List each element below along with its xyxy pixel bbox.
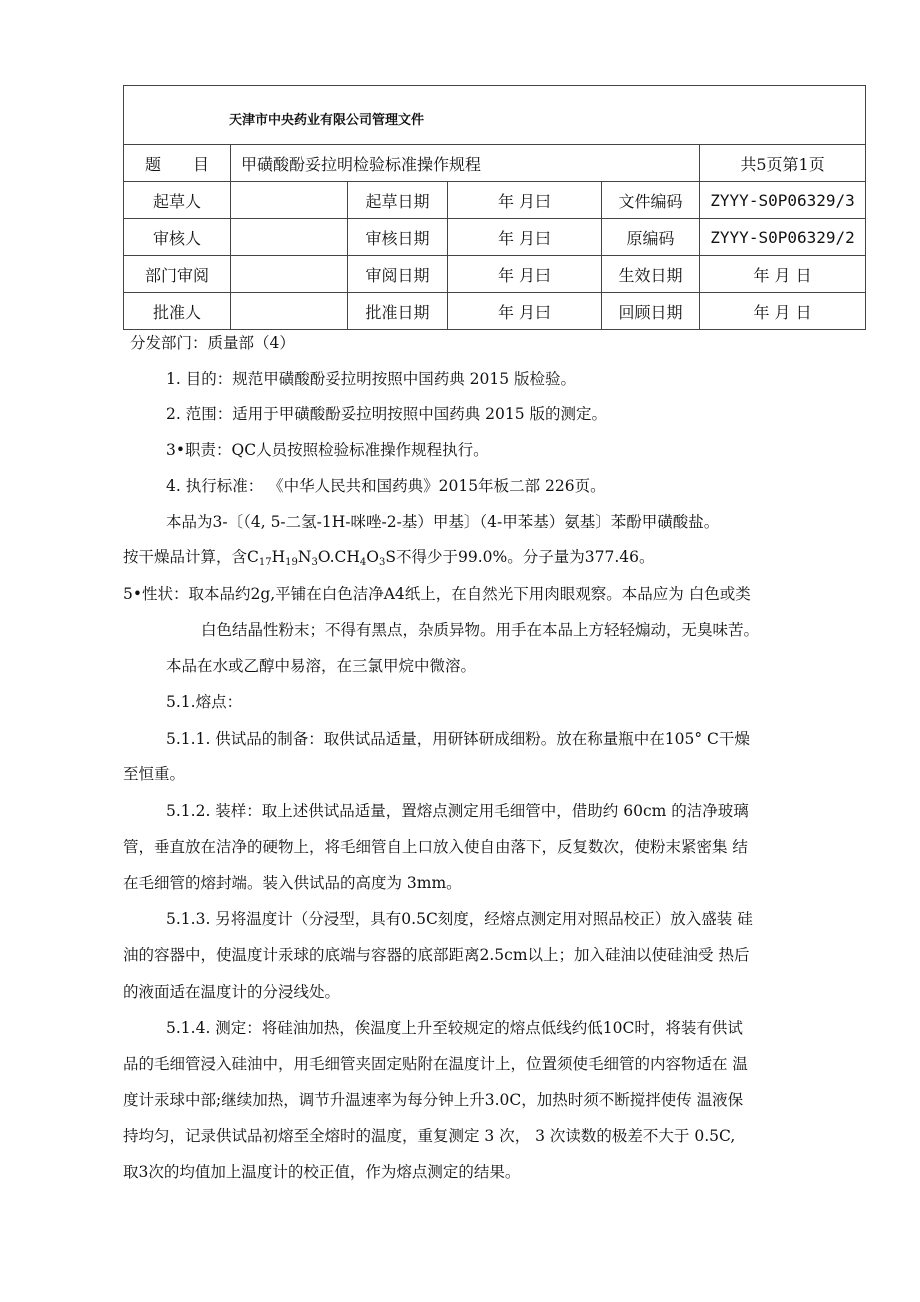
subject-label: 题 目 bbox=[124, 145, 231, 182]
code-value: ZYYY-S0P06329/2 bbox=[700, 219, 866, 256]
code-label: 生效日期 bbox=[602, 256, 700, 293]
date-value: 年 月曰 bbox=[448, 219, 602, 256]
date-value: 年 月曰 bbox=[448, 293, 602, 330]
section-appearance: 5•性状：取本品约2g,平铺在白色洁净A4纸上，在自然光下用肉眼观察。本品应为 白色或类 bbox=[123, 585, 751, 603]
section-melting-point: 5.1.熔点： bbox=[166, 693, 243, 711]
step-513: 5.1.3. 另将温度计（分浸型，具有0.5C刻度，经熔点测定用对照品校正）放入盛装 硅 bbox=[166, 910, 753, 928]
step-513-cont: 的液面适在温度计的分浸线处。 bbox=[123, 983, 341, 1001]
section-standard: 4. 执行标准： 《中华人民共和国药典》2015年板二部 226页。 bbox=[166, 477, 606, 495]
date-label: 批准日期 bbox=[348, 293, 448, 330]
role-label: 部门审阅 bbox=[124, 256, 231, 293]
step-511-cont: 至恒重。 bbox=[123, 765, 186, 783]
table-row bbox=[124, 182, 866, 219]
section-scope: 2. 范围：适用于甲磺酸酚妥拉明按照中国药典 2015 版的测定。 bbox=[166, 405, 608, 423]
date-label: 审阅日期 bbox=[348, 256, 448, 293]
code-label: 文件编码 bbox=[602, 182, 700, 219]
step-514-cont: 取3次的均值加上温度计的校正值，作为熔点测定的结果。 bbox=[123, 1163, 521, 1181]
section-appearance-cont: 白色结晶性粉末；不得有黑点，杂质异物。用手在本品上方轻轻煽动，无臭味苦。 bbox=[201, 621, 760, 639]
solubility-text: 本品在水或乙醇中易溶，在三氯甲烷中微溶。 bbox=[166, 657, 477, 675]
date-value: 年 月曰 bbox=[448, 182, 602, 219]
code-value: 年 月 日 bbox=[700, 256, 866, 293]
table-row bbox=[124, 219, 866, 256]
signature-cell bbox=[231, 182, 348, 219]
code-value: ZYYY-S0P06329/3 bbox=[700, 182, 866, 219]
section-responsibility: 3•职责：QC人员按照检验标准操作规程执行。 bbox=[166, 441, 489, 459]
section-purpose: 1. 目的：规范甲磺酸酚妥拉明按照中国药典 2015 版检验。 bbox=[166, 370, 577, 388]
table-row bbox=[124, 256, 866, 293]
date-label: 起草日期 bbox=[348, 182, 448, 219]
organization-title: 天津市中央药业有限公司管理文件 bbox=[229, 112, 425, 128]
header-title-cell bbox=[124, 86, 866, 145]
code-label: 回顾日期 bbox=[602, 293, 700, 330]
code-label: 原编码 bbox=[602, 219, 700, 256]
document-header-table bbox=[123, 85, 866, 330]
role-label: 审核人 bbox=[124, 219, 231, 256]
role-label: 起草人 bbox=[124, 182, 231, 219]
step-514-cont: 持均匀，记录供试品初熔至全熔时的温度，重复测定 3 次， 3 次读数的极差不大于 0.5C, bbox=[123, 1127, 736, 1145]
signature-cell bbox=[231, 219, 348, 256]
role-label: 批准人 bbox=[124, 293, 231, 330]
product-description: 本品为3-〔（4, 5-二氢-1H-咪唑-2-基）甲基〕（4-甲苯基）氨基〕苯酚甲磺酸盐。 bbox=[166, 513, 720, 531]
step-511: 5.1.1. 供试品的制备：取供试品适量，用研钵研成细粉。放在称量瓶中在105° C干燥 bbox=[166, 730, 750, 748]
step-513-cont: 油的容器中，使温度计汞球的底端与容器的底部距离2.5cm以上；加入硅油以使硅油受 热后 bbox=[123, 946, 750, 964]
step-512-cont: 管，垂直放在洁净的硬物上，将毛细管自上口放入使自由落下，反复数次，使粉末紧密集 结 bbox=[123, 838, 748, 856]
step-514-cont: 品的毛细管浸入硅油中，用毛细管夹固定贴附在温度计上，位置须使毛细管的内容物适在 温 bbox=[123, 1055, 748, 1073]
step-512-cont: 在毛细管的熔封端。装入供试品的高度为 3mm。 bbox=[123, 874, 462, 892]
page-info: 共5页第1页 bbox=[700, 145, 866, 182]
distribution-line: 分发部门：质量部（4） bbox=[130, 334, 295, 352]
code-value: 年 月 日 bbox=[700, 293, 866, 330]
step-514: 5.1.4. 测定：将硅油加热，俟温度上升至较规定的熔点低线约低10C时，将装有供试 bbox=[166, 1019, 743, 1037]
product-assay: 按干燥品计算，含$C_{17}H_{19}N_3O.CH_4O_3S$不得少于99.0%。分子量为377.46。 bbox=[123, 548, 655, 568]
date-label: 审核日期 bbox=[348, 219, 448, 256]
step-512: 5.1.2. 装样：取上述供试品适量，置熔点测定用毛细管中，借助约 60cm 的洁净玻璃 bbox=[166, 802, 749, 820]
step-514-cont: 度计汞球中部;继续加热，调节升温速率为每分钟上升3.0C，加热时须不断搅拌使传 温液保 bbox=[123, 1091, 744, 1109]
table-row bbox=[124, 293, 866, 330]
signature-cell bbox=[231, 293, 348, 330]
signature-cell bbox=[231, 256, 348, 293]
subject-value: 甲磺酸酚妥拉明检验标准操作规程 bbox=[231, 145, 700, 182]
date-value: 年 月曰 bbox=[448, 256, 602, 293]
